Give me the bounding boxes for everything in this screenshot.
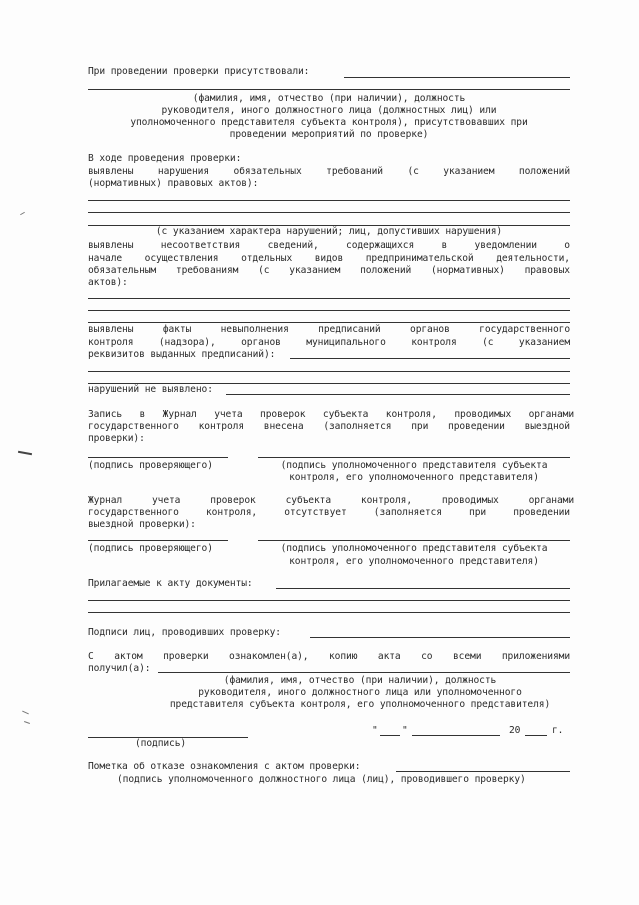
inspectors-signatures-label: Подписи лиц, проводивших проверку: [88,627,281,638]
journal-entry-line-3: проверки): [88,433,145,444]
violations-intro: В ходе проведения проверки: [88,153,242,164]
refusal-field[interactable] [396,771,570,772]
acquainted-name-field[interactable] [158,672,570,673]
scan-mark [24,721,30,724]
mismatch-line-2: начале осуществления отдельных видов предпринимательской деятельности, [88,253,570,264]
journal-entry-line-2: государственного контроля внесена (заполняется при проведении выездной [88,421,570,432]
mismatch-line-3: обязательным требованиям (с указанием положений (нормативных) правовых [88,265,570,276]
orders-field-line[interactable] [88,371,570,372]
date-day-field[interactable] [380,735,400,736]
date-quote-open: " [372,725,378,736]
inspectors-signatures-field[interactable] [310,637,570,638]
journal-missing-representative-signature[interactable] [258,540,570,541]
acquainted-caption-2: руководителя, иного должностного лица или уполномоченного [198,687,522,698]
violations-field-line[interactable] [88,200,570,201]
orders-field[interactable] [290,358,570,359]
no-violations-field[interactable] [226,394,570,395]
presence-caption-4: проведении мероприятий по проверке) [229,129,429,140]
orders-line-1: выявлены факты невыполнения предписаний органов государственного [88,324,570,335]
date-quote-close: " [402,725,408,736]
violations-line-2: (нормативных) правовых актов): [88,178,259,189]
journal-entry-rep-caption-1: (подпись уполномоченного представителя субъекта [280,460,548,471]
mismatch-line-1: выявлены несоответствия сведений, содержащихся в уведомлении о [88,240,570,251]
attachments-field-line[interactable] [88,600,570,601]
journal-missing-line-1: Журнал учета проверок субъекта контроля, проводимых органами [88,495,574,506]
date-year-prefix: 20 [509,725,521,736]
violations-line-1: выявлены нарушения обязательных требований (с указанием положений [88,166,570,177]
acquainted-caption-1: (фамилия, имя, отчество (при наличии), должность [223,675,497,686]
journal-entry-inspector-caption: (подпись проверяющего) [88,460,213,471]
journal-missing-rep-caption-2: контроля, его уполномоченного представителя) [289,556,539,567]
presence-caption-1: (фамилия, имя, отчество (при наличии), должность [192,93,466,104]
refusal-label: Пометка об отказе ознакомления с актом проверки: [88,761,361,772]
presence-caption-3: уполномоченного представителя субъекта контроля), присутствовавших при [130,117,528,128]
scan-mark [20,212,25,215]
presence-field[interactable] [344,77,570,78]
refusal-caption: (подпись уполномоченного должностного лица (лиц), проводившего проверку) [117,774,526,785]
journal-entry-rep-caption-2: контроля, его уполномоченного представителя) [289,472,539,483]
violations-caption: (с указанием характера нарушений; лиц, допустивших нарушения) [155,226,503,237]
orders-line-3: реквизитов выданных предписаний): [88,349,276,360]
date-month-field[interactable] [412,735,500,736]
attachments-label: Прилагаемые к акту документы: [88,578,253,589]
mismatch-field-line[interactable] [88,322,570,323]
acquainted-caption-3: представителя субъекта контроля, его уполномоченного представителя) [169,699,551,710]
journal-entry-inspector-signature[interactable] [88,457,228,458]
journal-missing-line-3: выездной проверки): [88,519,196,530]
presence-field-line[interactable] [88,89,570,90]
acquainted-signature-caption: (подпись) [135,738,187,749]
journal-entry-representative-signature[interactable] [258,457,570,458]
presence-label: При проведении проверки присутствовали: [88,66,310,77]
scan-mark [18,451,32,455]
scan-mark [22,711,29,715]
orders-line-2: контроля (надзора), органов муниципального контроля (с указанием [88,337,570,348]
journal-missing-inspector-signature[interactable] [88,540,228,541]
acquainted-line-2: получил(а): [88,663,151,674]
journal-missing-inspector-caption: (подпись проверяющего) [88,543,213,554]
violations-field-line[interactable] [88,212,570,213]
presence-caption-2: руководителя, иного должностного лица (должностных лиц) или [161,105,497,116]
mismatch-field-line[interactable] [88,310,570,311]
acquainted-line-1: С актом проверки ознакомлен(а), копию акта со всеми приложениями [88,651,570,662]
mismatch-field-line[interactable] [88,298,570,299]
journal-entry-line-1: Запись в Журнал учета проверок субъекта контроля, проводимых органами [88,409,574,420]
journal-missing-rep-caption-1: (подпись уполномоченного представителя субъекта [280,543,548,554]
attachments-field-line[interactable] [88,612,570,613]
mismatch-line-4: актов): [88,277,128,288]
journal-missing-line-2: государственного контроля, отсутствует (заполняется при проведении [88,507,570,518]
date-year-field[interactable] [525,735,547,736]
attachments-field[interactable] [276,588,570,589]
date-year-suffix: г. [552,725,564,736]
no-violations-label: нарушений не выявлено: [88,384,213,395]
